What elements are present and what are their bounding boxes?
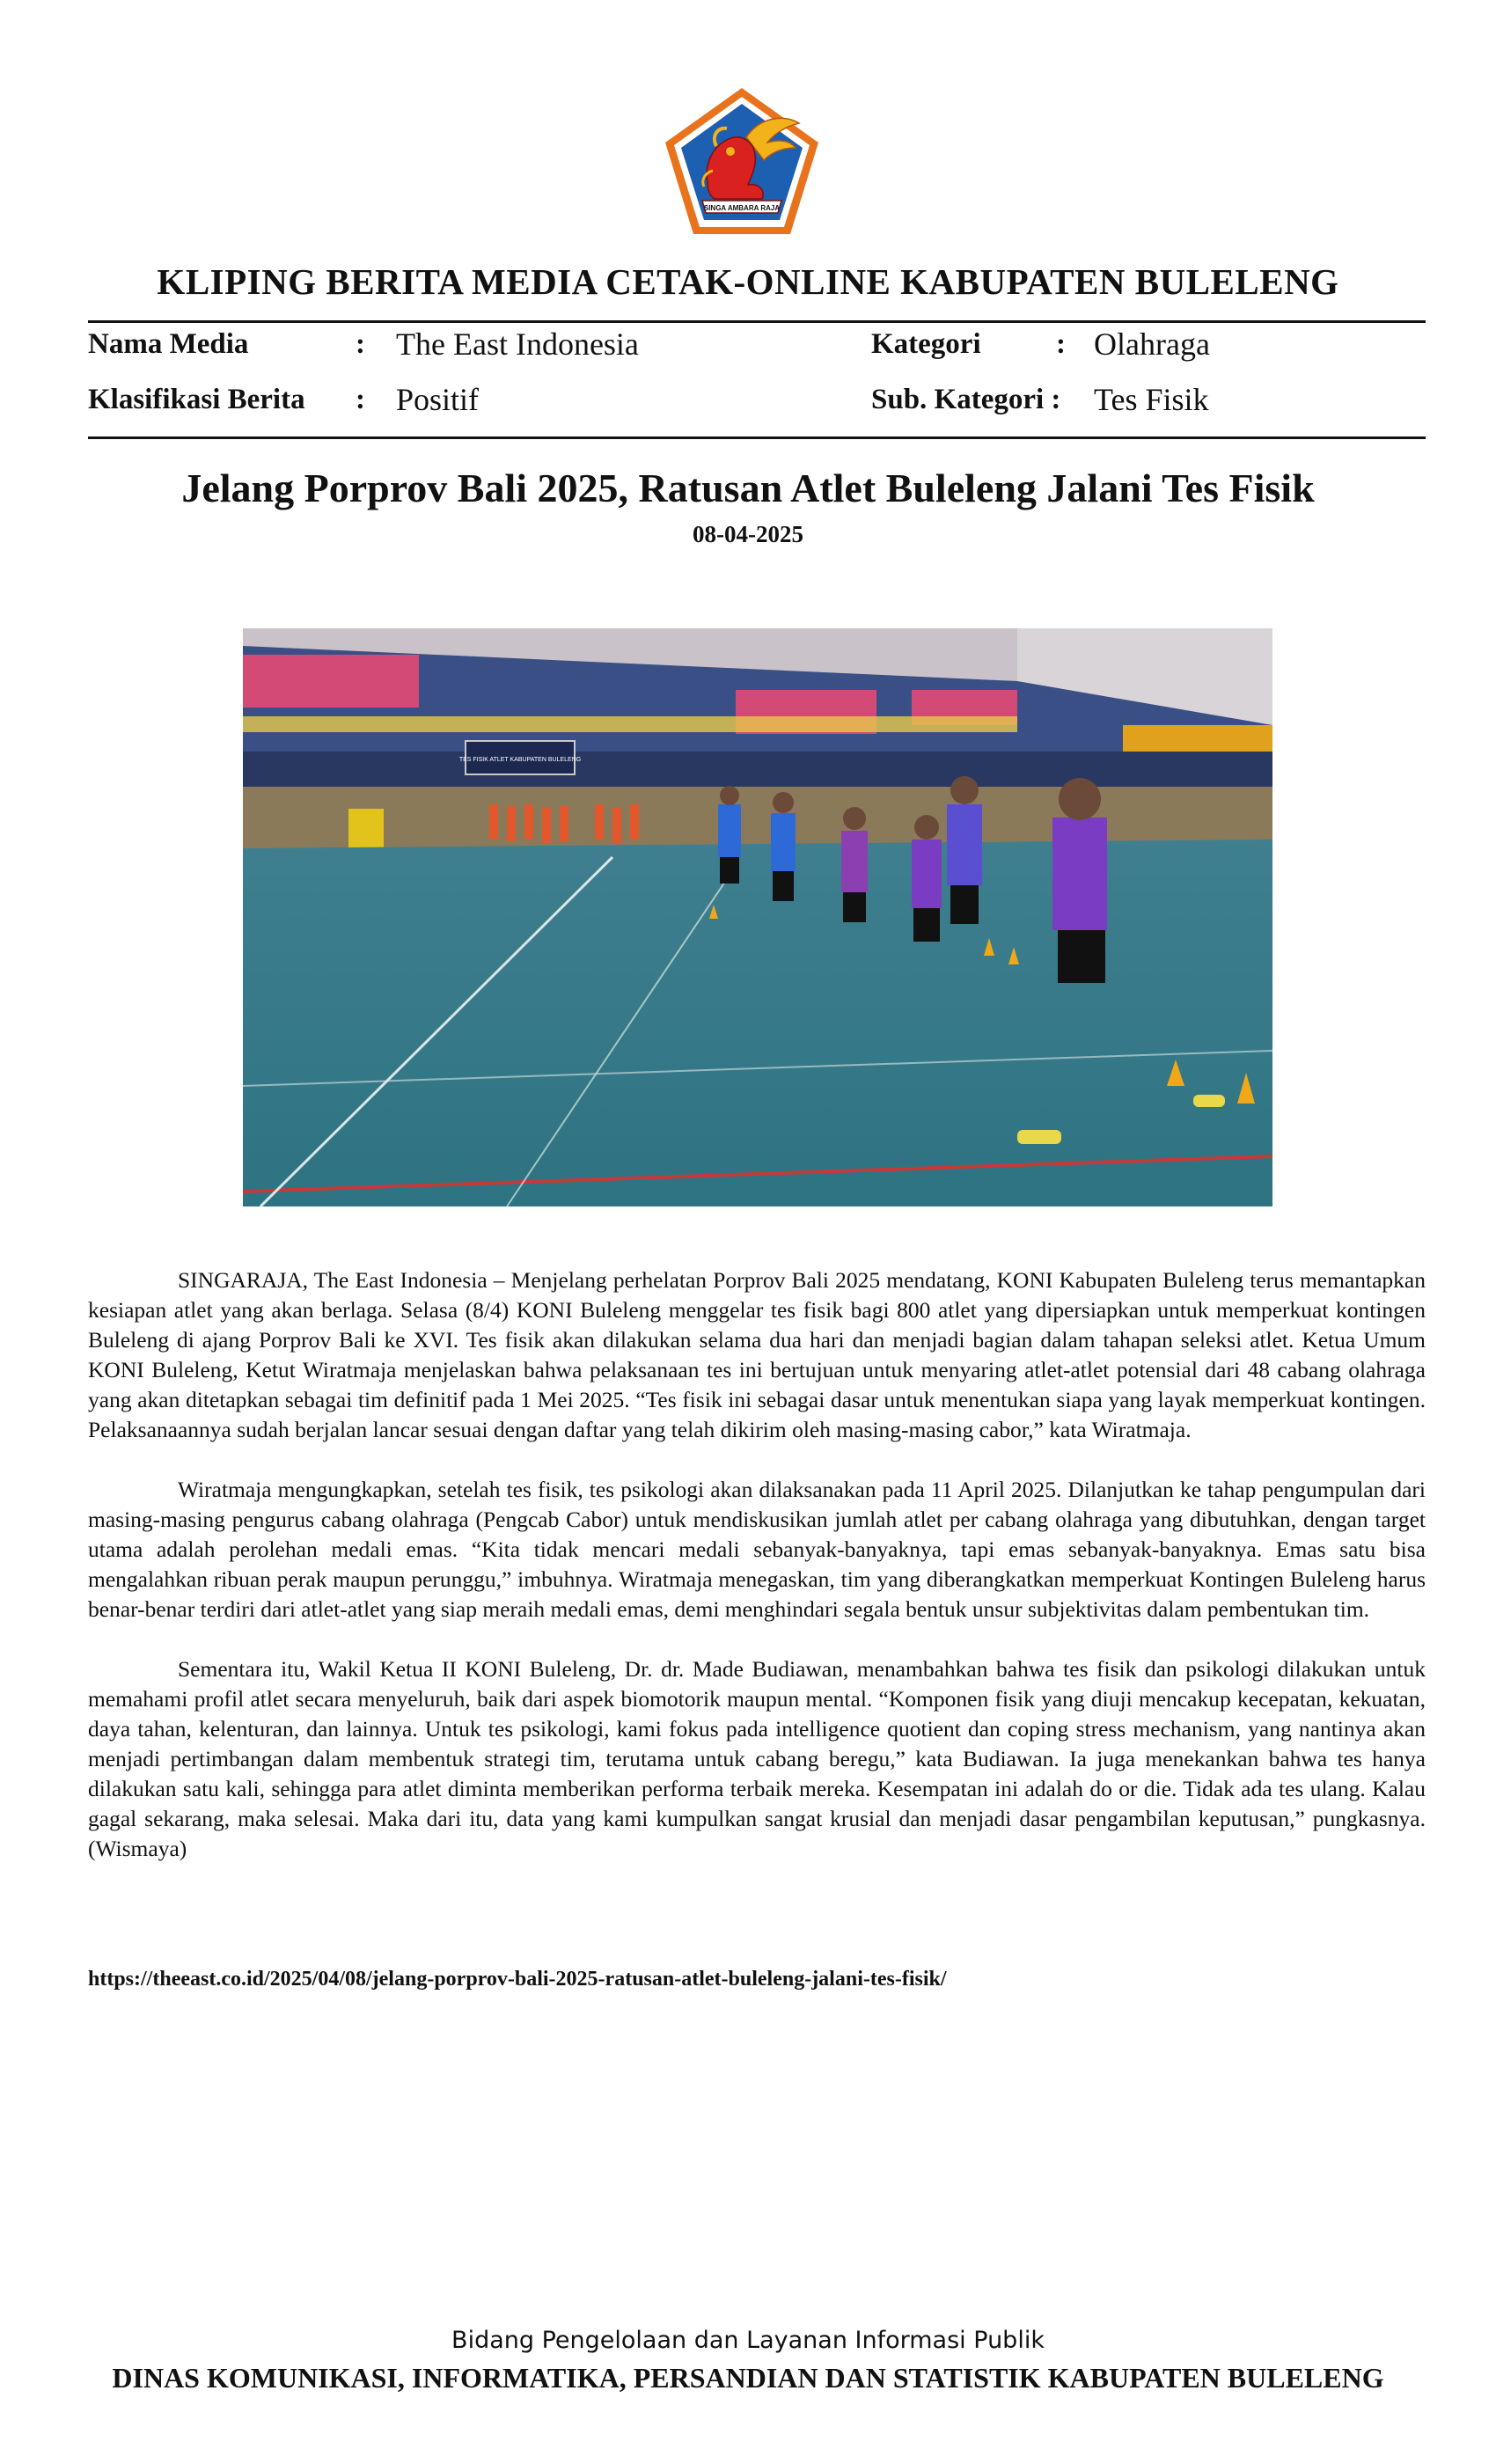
regency-logo — [662, 84, 822, 238]
article-photo — [243, 628, 1272, 1206]
header-divider-bottom — [88, 436, 1426, 439]
clipping-header-title: KLIPING BERITA MEDIA CETAK-ONLINE KABUPATEN BULELENG — [157, 261, 1339, 302]
footer-division: Bidang Pengelolaan dan Layanan Informasi Publik — [451, 2327, 1045, 2354]
category-colon: : — [1056, 328, 1066, 360]
article-paragraph-1: SINGARAJA, The East Indonesia – Menjelang perhelatan Porprov Bali 2025 mendatang, KONI Kabupaten Buleleng terus memantapkan kesiapan atlet yang akan berlaga. Selasa (8/4) KONI Buleleng menggelar tes fisik bagi 800 atlet yang dipersiapkan untuk memperkuat kontingen Buleleng di ajang Porprov Bali ke XVI. Tes fisik akan dilakukan selama dua hari dan menjadi bagian dalam tahapan seleksi atlet. Ketua Umum KONI Buleleng, Ketut Wiratmaja menjelaskan bahwa pelaksanaan tes ini bertujuan untuk menyaring atlet-atlet potensial dari 48 cabang olahraga yang akan ditetapkan sebagai tim definitif pada 1 Mei 2025. “Tes fisik ini sebagai dasar untuk menentukan siapa yang layak memperkuat kontingen. Pelaksanaannya sudah berjalan lancar sesuai dengan daftar yang telah dikirim oleh masing-masing cabor,” kata Wiratmaja. — [88, 1267, 1426, 1442]
media-colon: : — [356, 328, 365, 360]
regency-emblem-icon — [662, 84, 822, 238]
category-label: Kategori — [871, 328, 981, 360]
media-label: Nama Media — [88, 328, 249, 360]
source-link[interactable]: https://theeast.co.id/2025/04/08/jelang-porprov-bali-2025-ratusan-atlet-buleleng-jalani-tes-fisik/ — [88, 1968, 947, 1991]
article-date: 08-04-2025 — [693, 521, 803, 547]
category-value: Olahraga — [1094, 326, 1210, 362]
article-title: Jelang Porprov Bali 2025, Ratusan Atlet Buleleng Jalani Tes Fisik — [181, 466, 1315, 510]
article-paragraph-3: Sementara itu, Wakil Ketua II KONI Buleleng, Dr. dr. Made Budiawan, menambahkan bahwa tes fisik dan psikologi dilakukan untuk memahami profil atlet secara menyeluruh, baik dari aspek biomotorik maupun mental. “Komponen fisik yang diuji mencakup kecepatan, kekuatan, daya tahan, kelenturan, dan lainnya. Untuk tes psikologi, kami fokus pada intelligence quotient dan coping stress mechanism, yang nantinya akan menjadi pertimbangan dalam membentuk strategi tim, terutama untuk cabang beregu,” kata Budiawan. Ia juga menekankan bahwa tes hanya dilakukan satu kali, sehingga para atlet diminta memberikan performa terbaik mereka. Kesempatan ini adalah do or die. Tidak ada tes ulang. Kalau gagal sekarang, maka selesai. Maka dari itu, data yang kami kumpulkan sangat krusial dan menjadi dasar pengambilan keputusan,” pungkasnya.(Wismaya) — [88, 1656, 1426, 1861]
article-body — [88, 1265, 1426, 1894]
media-value: The East Indonesia — [396, 326, 639, 362]
classification-label: Klasifikasi Berita — [88, 384, 305, 415]
classification-value: Positif — [396, 382, 480, 417]
classification-colon: : — [356, 384, 365, 415]
footer-agency: DINAS KOMUNIKASI, INFORMATIKA, PERSANDIAN DAN STATISTIK KABUPATEN BULELENG — [112, 2362, 1384, 2394]
photo-banner-text: TES FISIK ATLET KABUPATEN BULELENG — [458, 757, 582, 763]
subcategory-label: Sub. Kategori : — [871, 384, 1061, 415]
logo-motto: SINGA AMBARA RAJA — [703, 204, 781, 212]
subcategory-value: Tes Fisik — [1094, 382, 1209, 417]
header-divider-top — [88, 320, 1426, 323]
article-paragraph-2: Wiratmaja mengungkapkan, setelah tes fisik, tes psikologi akan dilaksanakan pada 11 April 2025. Dilanjutkan ke tahap pengumpulan dari masing-masing pengurus cabang olahraga (Pengcab Cabor) untuk mendiskusikan jumlah atlet per cabang olahraga yang dibutuhkan, dengan target utama adalah perolehan medali emas. “Kita tidak mencari medali sebanyak-banyaknya, tapi emas sebanyak-banyaknya. Emas satu bisa mengalahkan ribuan perak maupun perunggu,” imbuhnya. Wiratmaja menegaskan, tim yang diberangkatkan memperkuat Kontingen Buleleng harus benar-benar terdiri dari atlet-atlet yang siap meraih medali emas, demi menghindari segala bentuk unsur subjektivitas dalam pembentukan tim. — [88, 1477, 1426, 1622]
